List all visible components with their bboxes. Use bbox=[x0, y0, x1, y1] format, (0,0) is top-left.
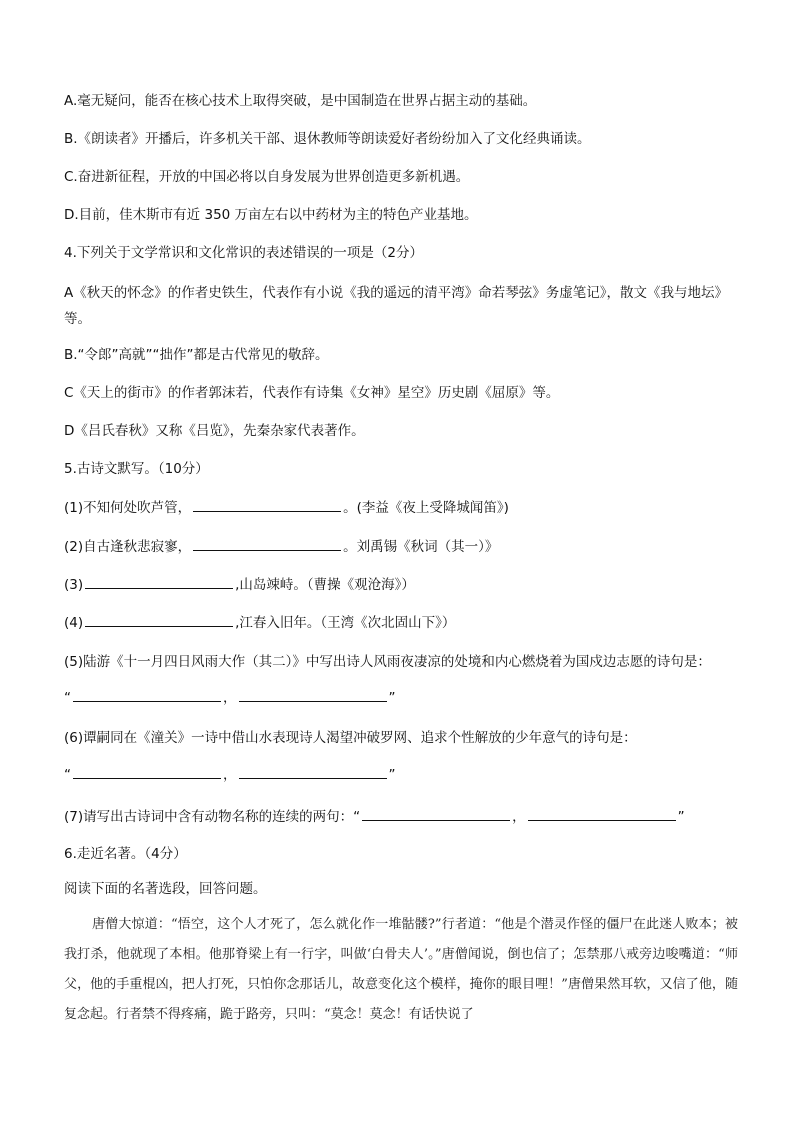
q4-option-b: B.“令郎”高就”“拙作”都是古代常见的敬辞。 bbox=[64, 347, 329, 363]
q5-stem: 5.古诗文默写。（10分） bbox=[64, 461, 209, 477]
q5-item-6: (6)谭嗣同在《潼关》一诗中借山水表现诗人渴望冲破罗网、追求个性解放的少年意气的诗句是： bbox=[64, 730, 637, 746]
q5-item-5-answer: “ ， ” bbox=[64, 687, 744, 708]
answer-blank[interactable] bbox=[73, 687, 221, 702]
q5-item-6-answer: “ ， ” bbox=[64, 764, 744, 785]
answer-blank[interactable] bbox=[239, 687, 387, 702]
q4-option-c: C《天上的街市》的作者郭沫若，代表作有诗集《女神》星空》历史剧《屈原》等。 bbox=[64, 385, 560, 401]
q3-option-d: D.目前，佳木斯市有近 350 万亩左右以中药材为主的特色产业基地。 bbox=[64, 207, 478, 223]
answer-blank[interactable] bbox=[85, 574, 233, 589]
q3-option-c: C.奋进新征程，开放的中国必将以自身发展为世界创造更多新机遇。 bbox=[64, 169, 470, 185]
answer-blank[interactable] bbox=[239, 764, 387, 779]
q4-option-a: A《秋天的怀念》的作者史铁生，代表作有小说《我的遥远的清平湾》命若琴弦》务虚笔记》，散文《我与地坛》等。 bbox=[64, 285, 728, 327]
answer-blank[interactable] bbox=[193, 536, 341, 551]
q4-option-d: D《吕氏春秋》又称《吕览》，先秦杂家代表著作。 bbox=[64, 423, 365, 439]
answer-blank[interactable] bbox=[73, 764, 221, 779]
q5-item-1: (1)不知何处吹芦管， 。(李益《夜上受降城闻笛》) bbox=[64, 497, 744, 518]
q5-item-3: (3) ,山岛竦峙。（曹操《观沧海》） bbox=[64, 574, 744, 595]
q5-item-4: (4) ,江春入旧年。（王湾《次北固山下》） bbox=[64, 612, 744, 633]
q6-intro: 阅读下面的名著选段，回答问题。 bbox=[64, 881, 267, 897]
q4-stem: 4.下列关于文学常识和文化常识的表述错误的一项是（2分） bbox=[64, 245, 423, 261]
q5-item-5: (5)陆游《十一月四日风雨大作（其二）》中写出诗人风雨夜凄凉的处境和内心燃烧着为国戍边志愿的诗句是： bbox=[64, 654, 711, 670]
q3-option-b: B.《朗读者》开播后，许多机关干部、退休教师等朗读爱好者纷纷加入了文化经典诵读。 bbox=[64, 131, 591, 147]
q6-stem: 6.走近名著。（4分） bbox=[64, 846, 187, 862]
answer-blank[interactable] bbox=[193, 497, 341, 512]
q3-option-a: A.毫无疑问，能否在核心技术上取得突破，是中国制造在世界占据主动的基础。 bbox=[64, 93, 537, 109]
answer-blank[interactable] bbox=[362, 806, 510, 821]
answer-blank[interactable] bbox=[85, 612, 233, 627]
q6-passage: 唐僧大惊道：“悟空，这个人才死了，怎么就化作一堆骷髅?”行者道：“他是个潜灵作怪的僵尸在此迷人败本；被我打杀，他就现了本相。他那脊梁上有一行字，叫做‘白骨夫人’。”唐僧闻说，倒也信了；怎禁那八戒旁边唆嘴道：“师父，他的手重棍凶，把人打死，只怕你念那话儿，故意变化这个模样，掩你的眼目哩！”唐僧果然耳软，又信了他，随复念起。行者禁不得疼痛，跪于路旁，只叫：“莫念！莫念！有话快说了 bbox=[64, 917, 738, 1022]
answer-blank[interactable] bbox=[528, 806, 676, 821]
q5-item-2: (2)自古逢秋悲寂寥， 。刘禹锡《秋词（其一）》 bbox=[64, 536, 744, 557]
q5-item-7: (7)请写出古诗词中含有动物名称的连续的两句：“ ， ” bbox=[64, 806, 744, 827]
